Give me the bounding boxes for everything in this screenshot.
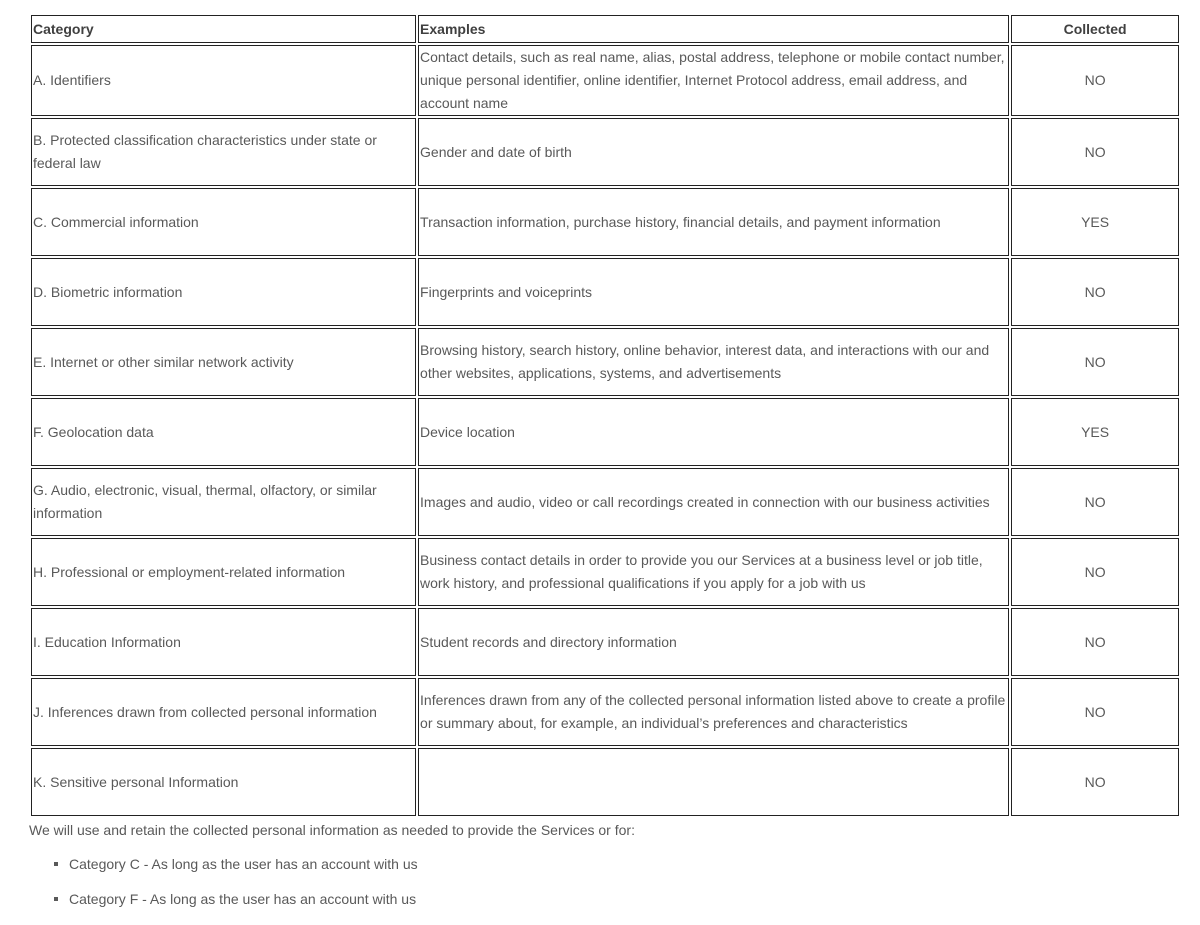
row-collected: YES xyxy=(1011,188,1179,256)
row-examples xyxy=(418,748,1009,816)
row-category: C. Commercial information xyxy=(31,188,416,256)
list-item xyxy=(29,890,418,925)
row-examples: Transaction information, purchase history, financial details, and payment information xyxy=(418,188,1009,256)
row-category: D. Biometric information xyxy=(31,258,416,326)
row-examples: Inferences drawn from any of the collected personal information listed above to create a profile or summary about, for example, an individual’s preferences and characteristics xyxy=(418,678,1009,746)
list-item xyxy=(29,855,418,890)
row-examples: Device location xyxy=(418,398,1009,466)
row-collected: NO xyxy=(1011,608,1179,676)
retention-intro-text: We will use and retain the collected personal information as needed to provide the Services or for: xyxy=(29,822,635,838)
table-row xyxy=(31,608,1179,676)
table-row xyxy=(31,678,1179,746)
row-examples: Images and audio, video or call recordings created in connection with our business activities xyxy=(418,468,1009,536)
row-collected: NO xyxy=(1011,538,1179,606)
row-category: I. Education Information xyxy=(31,608,416,676)
table-row xyxy=(31,468,1179,536)
table-row xyxy=(31,398,1179,466)
row-examples: Fingerprints and voiceprints xyxy=(418,258,1009,326)
row-collected: NO xyxy=(1011,678,1179,746)
row-category: A. Identifiers xyxy=(31,45,416,116)
personal-info-categories-table xyxy=(29,13,1181,818)
list-item-text: Category C - As long as the user has an account with us xyxy=(69,856,418,872)
personal-info-table-container xyxy=(29,13,1181,818)
table-row xyxy=(31,328,1179,396)
row-examples: Gender and date of birth xyxy=(418,118,1009,186)
row-category: F. Geolocation data xyxy=(31,398,416,466)
square-bullet-icon xyxy=(54,897,58,901)
header-category: Category xyxy=(31,15,416,43)
retention-list xyxy=(29,855,418,925)
row-examples: Contact details, such as real name, alias, postal address, telephone or mobile contact number, unique personal identifier, online identifier, Internet Protocol address, email address, and account name xyxy=(418,45,1009,116)
row-category: H. Professional or employment-related information xyxy=(31,538,416,606)
row-collected: NO xyxy=(1011,328,1179,396)
row-collected: YES xyxy=(1011,398,1179,466)
square-bullet-icon xyxy=(54,862,58,866)
row-examples: Business contact details in order to provide you our Services at a business level or job title, work history, and professional qualifications if you apply for a job with us xyxy=(418,538,1009,606)
table-row xyxy=(31,188,1179,256)
table-row xyxy=(31,748,1179,816)
row-collected: NO xyxy=(1011,118,1179,186)
table-row xyxy=(31,258,1179,326)
table-header-row xyxy=(31,15,1179,43)
list-item-text: Category F - As long as the user has an account with us xyxy=(69,891,417,907)
row-category: G. Audio, electronic, visual, thermal, olfactory, or similar information xyxy=(31,468,416,536)
row-collected: NO xyxy=(1011,45,1179,116)
table-row xyxy=(31,45,1179,116)
row-category: B. Protected classification characteristics under state or federal law xyxy=(31,118,416,186)
table-row xyxy=(31,118,1179,186)
row-collected: NO xyxy=(1011,258,1179,326)
header-collected: Collected xyxy=(1011,15,1179,43)
row-collected: NO xyxy=(1011,468,1179,536)
row-collected: NO xyxy=(1011,748,1179,816)
table-row xyxy=(31,538,1179,606)
row-category: J. Inferences drawn from collected personal information xyxy=(31,678,416,746)
row-category: K. Sensitive personal Information xyxy=(31,748,416,816)
row-examples: Student records and directory information xyxy=(418,608,1009,676)
row-category: E. Internet or other similar network activity xyxy=(31,328,416,396)
header-examples: Examples xyxy=(418,15,1009,43)
row-examples: Browsing history, search history, online behavior, interest data, and interactions with our and other websites, applications, systems, and advertisements xyxy=(418,328,1009,396)
